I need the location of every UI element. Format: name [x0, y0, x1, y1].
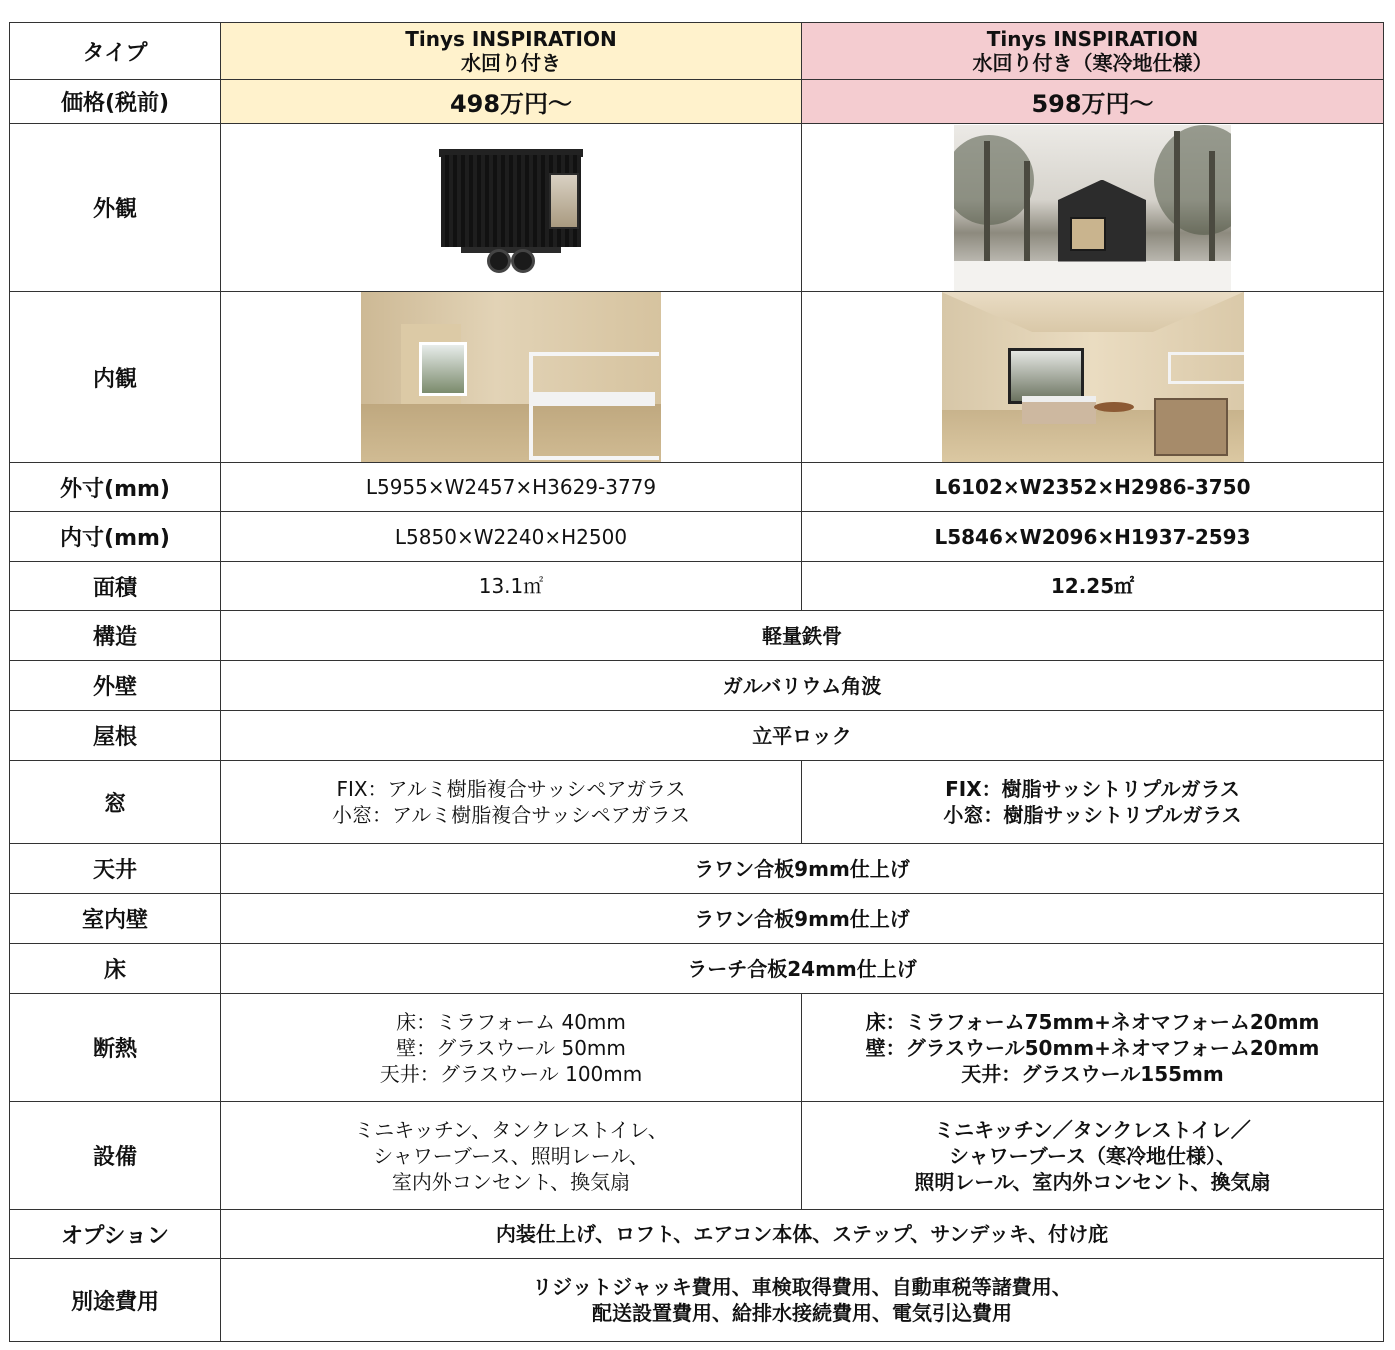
- exterior-col2: [802, 124, 1384, 292]
- structure-value: 軽量鉄骨: [221, 611, 1384, 661]
- type-col1-line2: 水回り付き: [461, 51, 561, 75]
- type-col2-line1: Tinys INSPIRATION: [986, 27, 1199, 51]
- row-price: [10, 80, 1384, 124]
- roof-label: 屋根: [10, 711, 221, 761]
- equipment-col1: [221, 1102, 802, 1210]
- floor-value: ラーチ合板24mm仕上げ: [221, 944, 1384, 994]
- window-col1-line2: 小窓：アルミ樹脂複合サッシペアガラス: [332, 803, 690, 827]
- type-col1: [221, 23, 802, 80]
- structure-label: 構造: [10, 611, 221, 661]
- insulation-col2-line2: 壁：グラスウール50mm+ネオマフォーム20mm: [865, 1035, 1320, 1060]
- row-outer-size: [10, 463, 1384, 512]
- interior-image-1: [361, 292, 661, 462]
- options-value: 内装仕上げ、ロフト、エアコン本体、ステップ、サンデッキ、付け庇: [221, 1210, 1384, 1259]
- equipment-col2-line2: シャワーブース（寒冷地仕様）、: [949, 1143, 1236, 1168]
- outer-wall-value: ガルバリウム角波: [221, 661, 1384, 711]
- insulation-col1-line1: 床：ミラフォーム 40mm: [396, 1009, 626, 1034]
- equipment-label: 設備: [10, 1102, 221, 1210]
- row-floor: [10, 944, 1384, 994]
- area-col1: 13.1㎡: [221, 562, 802, 611]
- row-insulation: [10, 994, 1384, 1102]
- row-interior: [10, 292, 1384, 463]
- row-equipment: [10, 1102, 1384, 1210]
- equipment-col1-line1: ミニキッチン、タンクレストイレ、: [354, 1117, 668, 1142]
- options-label: オプション: [10, 1210, 221, 1259]
- window-col1-line1: FIX：アルミ樹脂複合サッシペアガラス: [336, 777, 686, 801]
- outer-size-label: 外寸(mm): [10, 463, 221, 512]
- insulation-label: 断熱: [10, 994, 221, 1102]
- area-label: 面積: [10, 562, 221, 611]
- row-extra-costs: [10, 1259, 1384, 1342]
- insulation-col1-line3: 天井：グラスウール 100mm: [379, 1061, 643, 1086]
- area-col2: 12.25㎡: [802, 562, 1384, 611]
- row-type: [10, 23, 1384, 80]
- ceiling-value: ラワン合板9mm仕上げ: [221, 844, 1384, 894]
- equipment-col1-line3: 室内外コンセント、換気扇: [391, 1169, 631, 1194]
- row-window: [10, 761, 1384, 844]
- insulation-col1: [221, 994, 802, 1102]
- window-label: 窓: [10, 761, 221, 844]
- equipment-col2: [802, 1102, 1384, 1210]
- equipment-col1-line2: シャワーブース、照明レール、: [373, 1143, 649, 1168]
- price-col1: 498万円〜: [221, 80, 802, 124]
- row-options: [10, 1210, 1384, 1259]
- window-col2-line2: 小窓：樹脂サッシトリプルガラス: [943, 803, 1242, 827]
- interior-label: 内観: [10, 292, 221, 463]
- extra-costs-line1: リジットジャッキ費用、車検取得費用、自動車税等諸費用、: [532, 1275, 1072, 1299]
- interior-col2: [802, 292, 1384, 463]
- type-label: タイプ: [10, 23, 221, 80]
- row-outer-wall: [10, 661, 1384, 711]
- outer-size-col2: L6102×W2352×H2986-3750: [802, 463, 1384, 512]
- interior-image-2: [942, 292, 1244, 462]
- extra-costs-label: 別途費用: [10, 1259, 221, 1342]
- inner-size-col1: L5850×W2240×H2500: [221, 512, 802, 562]
- price-col2: 598万円〜: [802, 80, 1384, 124]
- row-inner-size: [10, 512, 1384, 562]
- spec-comparison-table: [9, 22, 1384, 1342]
- exterior-winter-cabin-image: [954, 125, 1231, 291]
- row-exterior: [10, 124, 1384, 292]
- extra-costs-value: [221, 1259, 1384, 1342]
- insulation-col2: [802, 994, 1384, 1102]
- inner-wall-label: 室内壁: [10, 894, 221, 944]
- insulation-col1-line2: 壁：グラスウール 50mm: [396, 1035, 626, 1060]
- row-ceiling: [10, 844, 1384, 894]
- window-col2-line1: FIX：樹脂サッシトリプルガラス: [945, 777, 1240, 801]
- extra-costs-line2: 配送設置費用、給排水接続費用、電気引込費用: [592, 1301, 1012, 1325]
- price-label: 価格(税前): [10, 80, 221, 124]
- type-col1-line1: Tinys INSPIRATION: [405, 27, 617, 51]
- row-roof: [10, 711, 1384, 761]
- equipment-col2-line1: ミニキッチン／タンクレストイレ／: [934, 1117, 1251, 1142]
- inner-size-col2: L5846×W2096×H1937-2593: [802, 512, 1384, 562]
- insulation-col2-line3: 天井：グラスウール155mm: [961, 1061, 1224, 1086]
- type-col2-line2: 水回り付き（寒冷地仕様）: [972, 51, 1213, 75]
- row-structure: [10, 611, 1384, 661]
- outer-wall-label: 外壁: [10, 661, 221, 711]
- insulation-col2-line1: 床：ミラフォーム75mm+ネオマフォーム20mm: [865, 1009, 1320, 1034]
- window-col2: [802, 761, 1384, 844]
- row-area: [10, 562, 1384, 611]
- type-col2: [802, 23, 1384, 80]
- equipment-col2-line3: 照明レール、室内外コンセント、換気扇: [914, 1169, 1271, 1194]
- exterior-col1: [221, 124, 802, 292]
- window-col1: [221, 761, 802, 844]
- roof-value: 立平ロック: [221, 711, 1384, 761]
- outer-size-col1: L5955×W2457×H3629-3779: [221, 463, 802, 512]
- inner-wall-value: ラワン合板9mm仕上げ: [221, 894, 1384, 944]
- floor-label: 床: [10, 944, 221, 994]
- interior-col1: [221, 292, 802, 463]
- exterior-label: 外観: [10, 124, 221, 292]
- row-inner-wall: [10, 894, 1384, 944]
- exterior-trailer-image: [431, 133, 591, 283]
- ceiling-label: 天井: [10, 844, 221, 894]
- inner-size-label: 内寸(mm): [10, 512, 221, 562]
